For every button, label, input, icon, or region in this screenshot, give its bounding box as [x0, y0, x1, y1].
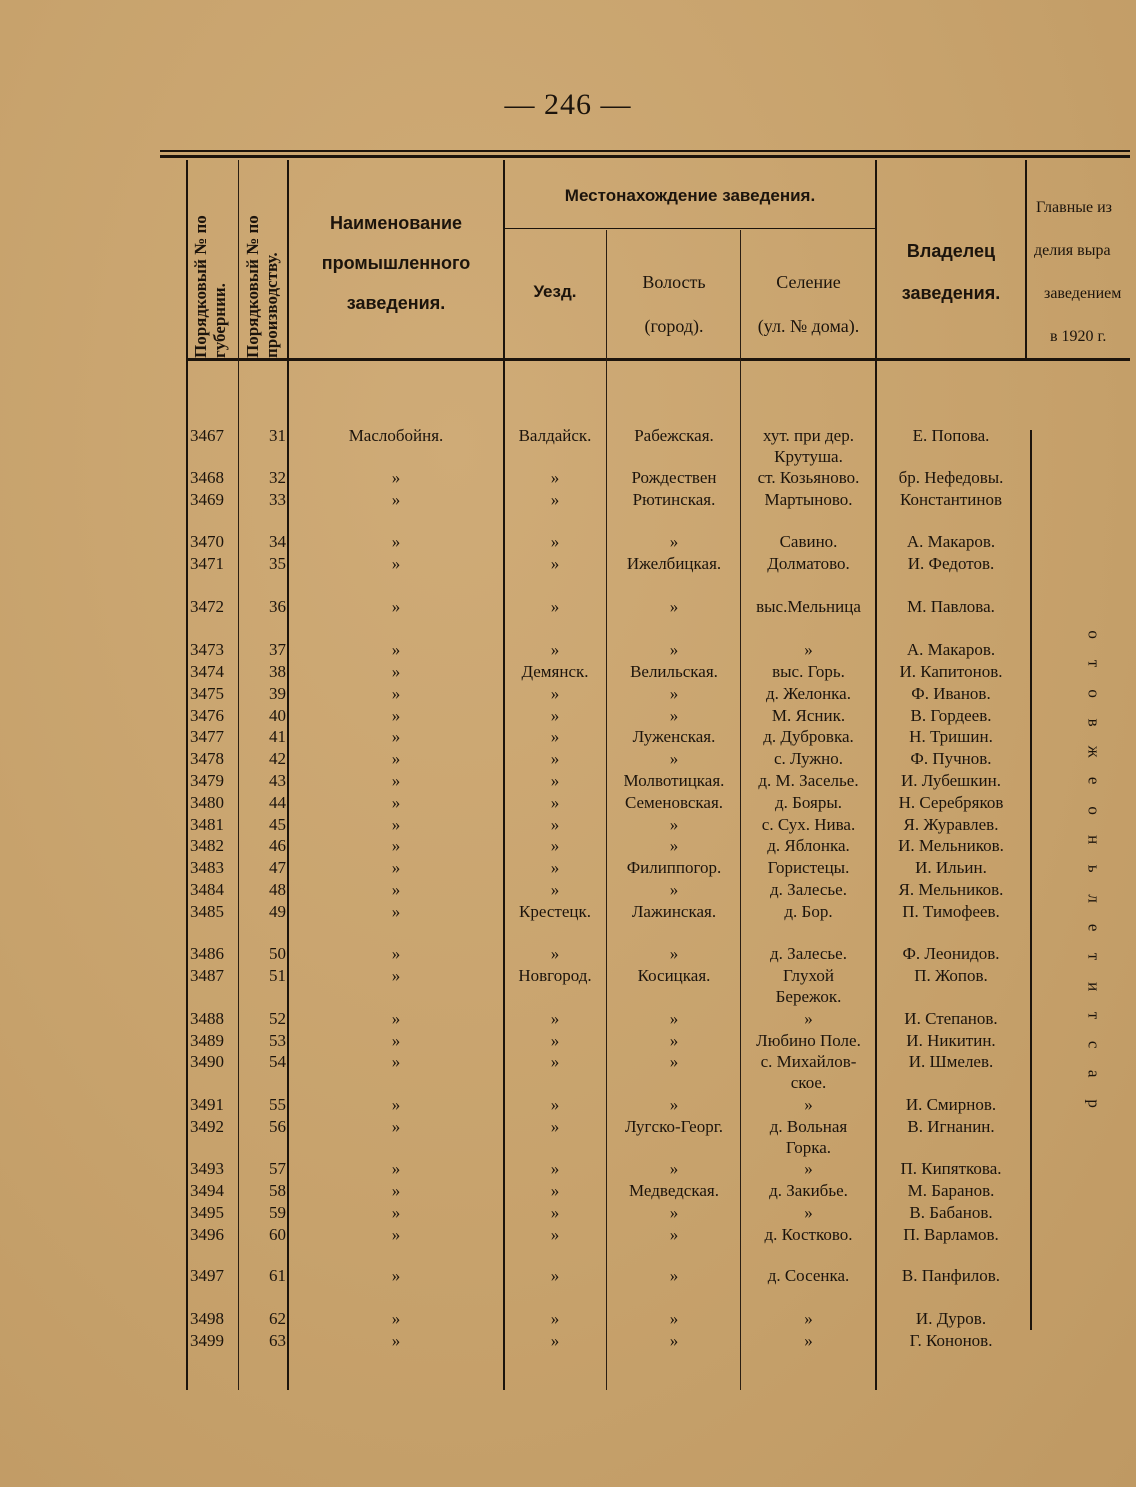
- cell-uezd: Крестецк.: [519, 902, 591, 921]
- cell-idx: 3498: [190, 1309, 224, 1328]
- cell-selenie: Любино Поле.: [756, 1031, 861, 1050]
- header-owner: Владелец заведения.: [901, 241, 1001, 303]
- cell-selenie-cont: Крутуша.: [774, 447, 843, 466]
- cell-idx: 3486: [190, 944, 224, 963]
- cell-selenie: д. М. Заселье.: [758, 771, 859, 790]
- cell-volost: »: [669, 706, 679, 725]
- cell-volost: »: [669, 1095, 679, 1114]
- cell-volost: Луженская.: [632, 727, 716, 746]
- cell-owner: Константинов: [899, 490, 1003, 509]
- cell-uezd: »: [550, 1266, 560, 1285]
- cell-selenie: Савино.: [779, 532, 838, 551]
- cell-prod: 37: [269, 640, 286, 659]
- cell-selenie: хут. при дер.: [763, 426, 854, 445]
- side-letter: о: [1084, 630, 1104, 639]
- cell-selenie: ст. Козьяново.: [757, 468, 860, 487]
- cell-uezd: »: [550, 1117, 560, 1136]
- cell-selenie: выс.Мельница: [756, 597, 861, 616]
- cell-volost: »: [669, 944, 679, 963]
- cell-volost: »: [669, 1309, 679, 1328]
- cell-volost: »: [669, 597, 679, 616]
- cell-name: »: [391, 1266, 401, 1285]
- cell-idx: 3468: [190, 468, 224, 487]
- cell-name: »: [391, 597, 401, 616]
- cell-prod: 46: [269, 836, 286, 855]
- cell-uezd: »: [550, 1095, 560, 1114]
- cell-prod: 38: [269, 662, 286, 681]
- cell-name: »: [391, 554, 401, 573]
- cell-volost: Рождествен: [631, 468, 717, 487]
- side-letter: т: [1084, 660, 1104, 668]
- cell-owner: Ф. Леонидов.: [902, 944, 1000, 963]
- cell-volost: »: [669, 1159, 679, 1178]
- cell-name: »: [391, 815, 401, 834]
- cell-volost: »: [669, 640, 679, 659]
- cell-owner: М. Баранов.: [907, 1181, 995, 1200]
- cell-idx: 3488: [190, 1009, 224, 1028]
- cell-name: »: [391, 727, 401, 746]
- cell-name: »: [391, 1117, 401, 1136]
- cell-owner: И. Степанов.: [904, 1009, 998, 1028]
- cell-uezd: »: [550, 858, 560, 877]
- cell-volost: Ижелбицкая.: [626, 554, 722, 573]
- cell-owner: И. Шмелев.: [908, 1052, 994, 1071]
- header-location: Местонахождение заведения.: [564, 186, 816, 205]
- cell-idx: 3499: [190, 1331, 224, 1350]
- cell-uezd: »: [550, 468, 560, 487]
- cell-selenie: Глухой: [783, 966, 834, 985]
- cell-uezd: »: [550, 727, 560, 746]
- cell-idx: 3477: [190, 727, 224, 746]
- cell-volost: Филиппогор.: [626, 858, 722, 877]
- cell-prod: 39: [269, 684, 286, 703]
- side-letter: а: [1084, 1070, 1104, 1078]
- cell-volost: Рабежская.: [634, 426, 714, 445]
- cell-idx: 3487: [190, 966, 224, 985]
- cell-name: »: [391, 662, 401, 681]
- cell-owner: Я. Журавлев.: [903, 815, 999, 834]
- side-letter: ж: [1084, 745, 1104, 758]
- cell-uezd: »: [550, 1031, 560, 1050]
- cell-name: »: [391, 1009, 401, 1028]
- cell-volost: Медведская.: [629, 1181, 719, 1200]
- cell-prod: 40: [269, 706, 286, 725]
- cell-idx: 3493: [190, 1159, 224, 1178]
- col-line-2: [287, 160, 289, 1390]
- cell-owner: бр. Нефедовы.: [898, 468, 1004, 487]
- cell-idx: 3497: [190, 1266, 224, 1285]
- cell-volost: »: [669, 880, 679, 899]
- side-letter: е: [1084, 777, 1104, 785]
- cell-uezd: »: [550, 597, 560, 616]
- cell-owner: М. Павлова.: [907, 597, 995, 616]
- cell-owner: П. Варламов.: [903, 1225, 999, 1244]
- cell-volost: »: [669, 532, 679, 551]
- cell-owner: Н. Серебряков: [898, 793, 1004, 812]
- cell-owner: В. Панфилов.: [901, 1266, 1001, 1285]
- cell-prod: 32: [269, 468, 286, 487]
- header-col2: Порядковый № по производству.: [243, 215, 281, 358]
- cell-name: »: [391, 1331, 401, 1350]
- cell-name: »: [391, 684, 401, 703]
- cell-selenie: Долматово.: [767, 554, 850, 573]
- cell-selenie: Мартыново.: [764, 490, 853, 509]
- location-underline: [505, 228, 875, 229]
- page-number: — 246 —: [504, 88, 632, 121]
- side-letter: о: [1084, 688, 1104, 698]
- cell-idx: 3495: [190, 1203, 224, 1222]
- cell-idx: 3483: [190, 858, 224, 877]
- cell-prod: 33: [269, 490, 286, 509]
- cell-uezd: »: [550, 815, 560, 834]
- header-name: Наименование промышленного заведения.: [321, 213, 471, 313]
- header-products: Главные из делия выра заведением в 1920 г.: [1034, 199, 1122, 345]
- cell-volost: »: [669, 1225, 679, 1244]
- cell-volost: Молвотицкая.: [623, 771, 725, 790]
- cell-prod: 43: [269, 771, 286, 790]
- cell-selenie: »: [804, 1095, 813, 1114]
- side-letter: е: [1084, 923, 1104, 932]
- cell-prod: 35: [269, 554, 286, 573]
- cell-selenie: д. Дубровка.: [763, 727, 854, 746]
- cell-prod: 47: [269, 858, 286, 877]
- cell-name: »: [391, 771, 401, 790]
- cell-name: Маслобойня.: [348, 426, 444, 445]
- cell-owner: И. Дуров.: [915, 1309, 987, 1328]
- cell-selenie: »: [804, 1203, 813, 1222]
- cell-uezd: »: [550, 1009, 560, 1028]
- cell-volost: Лугско-Георг.: [624, 1117, 724, 1136]
- side-vertical-text: [1082, 620, 1106, 1118]
- cell-uezd: »: [550, 1309, 560, 1328]
- cell-name: »: [391, 468, 401, 487]
- top-rule: [160, 150, 1130, 152]
- cell-name: »: [391, 836, 401, 855]
- cell-prod: 53: [269, 1031, 286, 1050]
- cell-name: »: [391, 880, 401, 899]
- cell-selenie: д. Залесье.: [770, 944, 847, 963]
- cell-idx: 3491: [190, 1095, 224, 1114]
- cell-uezd: »: [550, 880, 560, 899]
- cell-selenie: »: [804, 1009, 813, 1028]
- cell-prod: 54: [269, 1052, 286, 1071]
- cell-prod: 36: [269, 597, 286, 616]
- cell-owner: Н. Тришин.: [909, 727, 993, 746]
- cell-selenie: д. Желонка.: [766, 684, 851, 703]
- cell-idx: 3476: [190, 706, 224, 725]
- cell-selenie: д. Костково.: [764, 1225, 853, 1244]
- side-letter: и: [1084, 981, 1104, 991]
- side-letter: т: [1084, 953, 1104, 961]
- side-letter: н: [1084, 835, 1104, 845]
- header-volost: Волость (город).: [642, 272, 706, 336]
- cell-volost: »: [669, 1031, 679, 1050]
- cell-prod: 31: [269, 426, 286, 445]
- cell-selenie: д. Сосенка.: [767, 1266, 850, 1285]
- cell-owner: П. Кипяткова.: [900, 1159, 1002, 1178]
- cell-prod: 60: [269, 1225, 286, 1244]
- cell-idx: 3467: [190, 426, 224, 445]
- cell-uezd: »: [550, 771, 560, 790]
- cell-owner: В. Гордеев.: [910, 706, 992, 725]
- cell-uezd: Валдайск.: [518, 426, 592, 445]
- cell-idx: 3480: [190, 793, 224, 812]
- col-line-1: [238, 160, 239, 1390]
- cell-name: »: [391, 944, 401, 963]
- cell-selenie: д. Яблонка.: [767, 836, 850, 855]
- cell-name: »: [391, 532, 401, 551]
- cell-selenie: »: [804, 1331, 813, 1350]
- cell-prod: 45: [269, 815, 286, 834]
- cell-owner: П. Тимофеев.: [902, 902, 1000, 921]
- cell-prod: 62: [269, 1309, 286, 1328]
- cell-name: »: [391, 1031, 401, 1050]
- cell-selenie: выс. Горь.: [772, 662, 845, 681]
- cell-name: »: [391, 749, 401, 768]
- cell-prod: 51: [269, 966, 286, 985]
- cell-selenie-cont: Бережок.: [775, 987, 842, 1006]
- cell-prod: 50: [269, 944, 286, 963]
- cell-volost: »: [669, 1266, 679, 1285]
- cell-prod: 34: [269, 532, 286, 551]
- cell-volost: »: [669, 815, 679, 834]
- cell-idx: 3481: [190, 815, 224, 834]
- cell-uezd: »: [550, 490, 560, 509]
- cell-idx: 3496: [190, 1225, 224, 1244]
- cell-selenie: с. Сух. Нива.: [761, 815, 856, 834]
- cell-selenie: с. Лужно.: [773, 749, 844, 768]
- cell-volost: »: [669, 1052, 679, 1071]
- cell-prod: 41: [269, 727, 286, 746]
- cell-prod: 61: [269, 1266, 286, 1285]
- cell-prod: 48: [269, 880, 286, 899]
- cell-name: »: [391, 640, 401, 659]
- cell-uezd: »: [550, 532, 560, 551]
- cell-prod: 55: [269, 1095, 286, 1114]
- cell-prod: 42: [269, 749, 286, 768]
- cell-selenie: д. Закибье.: [769, 1181, 848, 1200]
- cell-idx: 3470: [190, 532, 224, 551]
- cell-idx: 3482: [190, 836, 224, 855]
- cell-uezd: »: [550, 554, 560, 573]
- cell-idx: 3492: [190, 1117, 224, 1136]
- cell-name: »: [391, 858, 401, 877]
- cell-volost: Косицкая.: [637, 966, 711, 985]
- cell-idx: 3489: [190, 1031, 224, 1050]
- col-line-0: [186, 160, 188, 1390]
- cell-volost: Семеновская.: [624, 793, 724, 812]
- cell-selenie: д. Залесье.: [770, 880, 847, 899]
- cell-volost: »: [669, 836, 679, 855]
- cell-idx: 3469: [190, 490, 224, 509]
- cell-owner: Ф. Пучнов.: [910, 749, 992, 768]
- side-letter: о: [1084, 806, 1104, 815]
- cell-owner: А. Макаров.: [906, 640, 996, 659]
- cell-selenie: д. Вольная: [769, 1117, 848, 1136]
- cell-owner: В. Бабанов.: [909, 1203, 993, 1222]
- header-col1: Порядковый № по губернии.: [191, 215, 229, 358]
- cell-name: »: [391, 1159, 401, 1178]
- cell-name: »: [391, 1095, 401, 1114]
- cell-name: »: [391, 902, 401, 921]
- cell-volost: »: [669, 1203, 679, 1222]
- cell-name: »: [391, 1181, 401, 1200]
- cell-name: »: [391, 966, 401, 985]
- col-line-5: [740, 230, 741, 1390]
- col-line-7: [1025, 160, 1027, 360]
- cell-uezd: »: [550, 944, 560, 963]
- col-line-8: [1030, 430, 1032, 1330]
- cell-owner: Г. Кононов.: [909, 1331, 993, 1350]
- cell-owner: И. Капитонов.: [899, 662, 1003, 681]
- cell-selenie: »: [804, 1159, 813, 1178]
- cell-uezd: »: [550, 1181, 560, 1200]
- cell-selenie-cont: ское.: [790, 1073, 827, 1092]
- cell-uezd: »: [550, 793, 560, 812]
- cell-prod: 59: [269, 1203, 286, 1222]
- cell-uezd: »: [550, 1331, 560, 1350]
- cell-selenie-cont: Горка.: [785, 1138, 832, 1157]
- header-uezd: Уезд.: [533, 282, 577, 301]
- cell-name: »: [391, 490, 401, 509]
- cell-volost: »: [669, 749, 679, 768]
- cell-uezd: Демянск.: [521, 662, 589, 681]
- cell-uezd: »: [550, 706, 560, 725]
- cell-idx: 3472: [190, 597, 224, 616]
- header-selenie: Селение (ул. № дома).: [757, 272, 860, 336]
- cell-volost: »: [669, 684, 679, 703]
- cell-prod: 49: [269, 902, 286, 921]
- cell-owner: Я. Мельников.: [898, 880, 1004, 899]
- cell-uezd: »: [550, 684, 560, 703]
- cell-owner: А. Макаров.: [906, 532, 996, 551]
- cell-owner: И. Федотов.: [907, 554, 995, 573]
- cell-idx: 3494: [190, 1181, 224, 1200]
- cell-selenie: Гористецы.: [767, 858, 850, 877]
- cell-prod: 57: [269, 1159, 286, 1178]
- cell-uezd: Новгород.: [518, 966, 592, 985]
- cell-selenie: М. Ясник.: [771, 706, 846, 725]
- cell-uezd: »: [550, 836, 560, 855]
- cell-selenie: д. Бояры.: [774, 793, 843, 812]
- cell-name: »: [391, 793, 401, 812]
- col-line-4: [606, 230, 607, 1390]
- cell-owner: Е. Попова.: [912, 426, 990, 445]
- cell-volost: Велильская.: [630, 662, 718, 681]
- cell-uezd: »: [550, 1203, 560, 1222]
- cell-idx: 3490: [190, 1052, 224, 1071]
- cell-uezd: »: [550, 1052, 560, 1071]
- cell-owner: И. Мельников.: [898, 836, 1004, 855]
- cell-prod: 63: [269, 1331, 286, 1350]
- cell-idx: 3473: [190, 640, 224, 659]
- side-letter: р: [1084, 1099, 1104, 1108]
- top-rule-2: [160, 155, 1130, 158]
- cell-uezd: »: [550, 640, 560, 659]
- cell-selenie: »: [804, 1309, 813, 1328]
- cell-selenie: »: [804, 640, 813, 659]
- cell-volost: Рютинская.: [632, 490, 716, 509]
- cell-uezd: »: [550, 1159, 560, 1178]
- cell-idx: 3479: [190, 771, 224, 790]
- cell-idx: 3478: [190, 749, 224, 768]
- side-letter: с: [1084, 1041, 1104, 1049]
- cell-idx: 3474: [190, 662, 224, 681]
- cell-selenie: с. Михайлов-: [760, 1052, 857, 1071]
- cell-name: »: [391, 706, 401, 725]
- cell-name: »: [391, 1225, 401, 1244]
- header-bottom-rule: [188, 358, 1130, 361]
- cell-volost: »: [669, 1331, 679, 1350]
- cell-prod: 56: [269, 1117, 286, 1136]
- cell-name: »: [391, 1052, 401, 1071]
- cell-prod: 52: [269, 1009, 286, 1028]
- cell-idx: 3475: [190, 684, 224, 703]
- cell-uezd: »: [550, 1225, 560, 1244]
- cell-idx: 3484: [190, 880, 224, 899]
- side-letter: ь: [1084, 865, 1104, 873]
- cell-owner: В. Игнанин.: [907, 1117, 995, 1136]
- cell-owner: Ф. Иванов.: [911, 684, 991, 703]
- cell-owner: П. Жопов.: [914, 966, 988, 985]
- cell-volost: Лажинская.: [631, 902, 717, 921]
- cell-owner: И. Лубешкин.: [901, 771, 1001, 790]
- cell-uezd: »: [550, 749, 560, 768]
- cell-prod: 58: [269, 1181, 286, 1200]
- cell-owner: И. Смирнов.: [905, 1095, 997, 1114]
- cell-volost: »: [669, 1009, 679, 1028]
- cell-idx: 3471: [190, 554, 224, 573]
- side-letter: л: [1084, 894, 1104, 903]
- cell-owner: И. Никитин.: [906, 1031, 996, 1050]
- cell-name: »: [391, 1203, 401, 1222]
- col-line-6: [875, 160, 877, 1390]
- cell-owner: И. Ильин.: [915, 858, 987, 877]
- side-letter: т: [1084, 1011, 1104, 1020]
- side-letter: в: [1084, 718, 1104, 727]
- cell-prod: 44: [269, 793, 286, 812]
- cell-idx: 3485: [190, 902, 224, 921]
- cell-selenie: д. Бор.: [784, 902, 833, 921]
- cell-name: »: [391, 1309, 401, 1328]
